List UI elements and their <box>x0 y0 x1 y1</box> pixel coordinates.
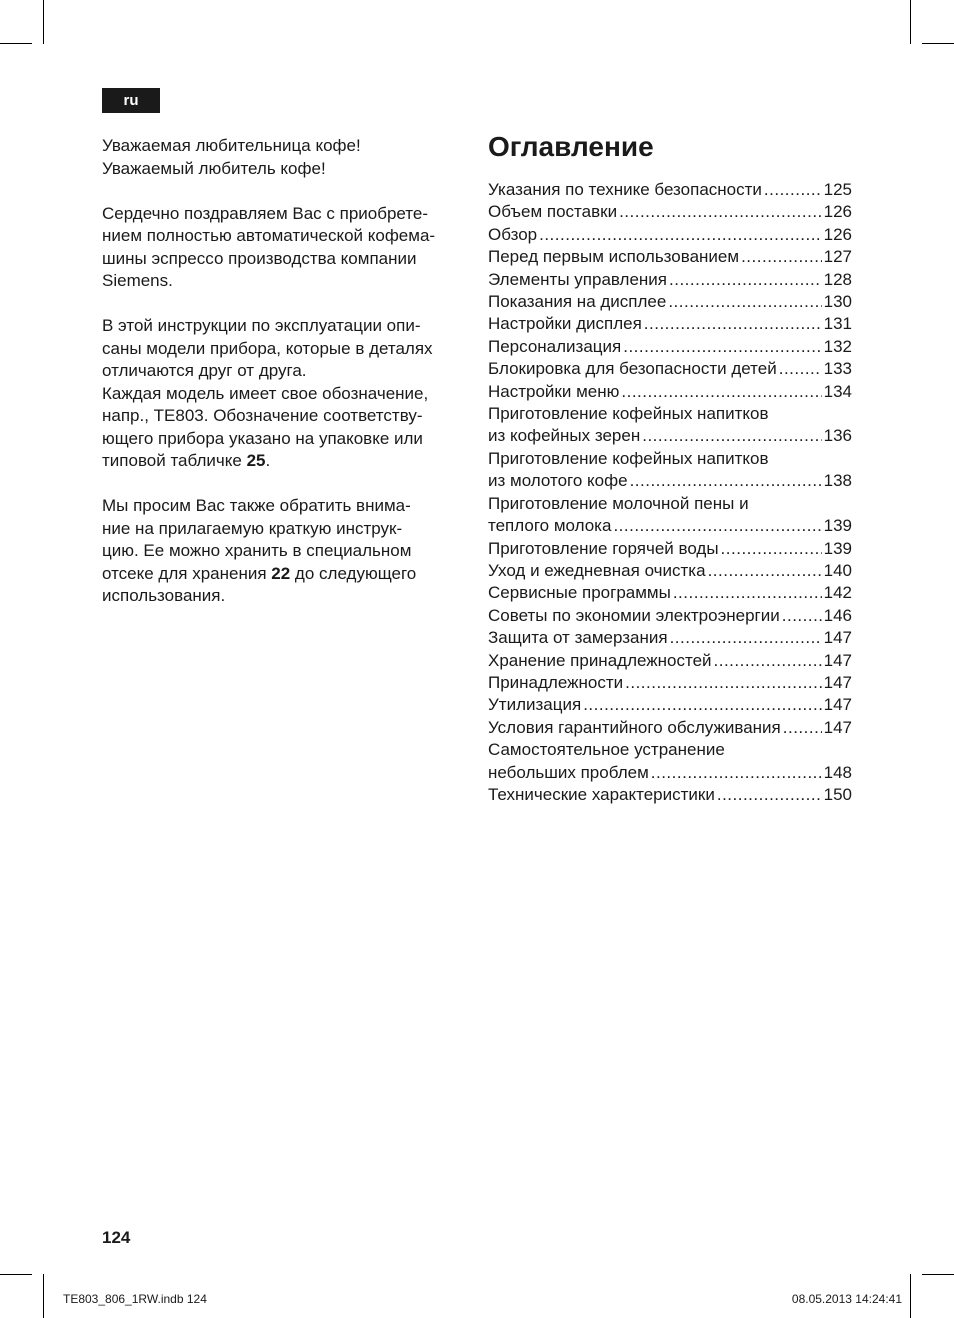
toc-leader-dots <box>644 313 822 335</box>
toc-leader-dots <box>539 224 822 246</box>
toc-entry-page: 136 <box>823 426 852 446</box>
toc-entry-page: 127 <box>823 247 852 267</box>
toc-title: Оглавление <box>488 131 654 162</box>
text-line <box>102 563 464 586</box>
toc-entry-row <box>488 313 852 335</box>
toc-entry-title: из кофейных зерен <box>488 426 641 446</box>
toc-entry[interactable] <box>488 403 852 448</box>
text-line: отличаются друг от друга. <box>102 361 307 380</box>
toc-entry-row <box>488 560 852 582</box>
toc-leader-dots <box>779 358 822 380</box>
text-line <box>102 450 464 473</box>
toc-leader-dots <box>668 291 821 313</box>
toc-leader-dots <box>621 381 821 403</box>
toc-entry-title: Советы по экономии электроэнергии <box>488 605 780 625</box>
text-line: использования. <box>102 586 226 605</box>
toc-entry-title: Защита от замерзания <box>488 628 668 648</box>
toc-entry-title: Показания на дисплее <box>488 292 667 312</box>
crop-mark <box>922 43 954 44</box>
text-line: шины эспрессо производства компании <box>102 248 417 268</box>
toc-entry[interactable] <box>488 560 852 582</box>
language-tab: ru <box>102 88 160 113</box>
toc-entry-page: 139 <box>823 538 852 558</box>
text-fragment: . <box>265 451 271 470</box>
toc-leader-dots <box>714 650 822 672</box>
toc-entry-page: 130 <box>823 292 852 312</box>
toc-entry[interactable] <box>488 179 852 201</box>
crop-mark <box>0 43 32 44</box>
toc-leader-dots <box>669 269 822 291</box>
crop-mark <box>0 1274 32 1275</box>
toc-entry-title: Объем поставки <box>488 202 618 222</box>
intro-text <box>102 135 464 630</box>
toc-leader-dots <box>583 694 821 716</box>
crop-mark <box>43 1274 44 1318</box>
toc-entry-title: Указания по технике безопасности <box>488 180 762 199</box>
toc-entry[interactable] <box>488 784 852 806</box>
toc-entry[interactable] <box>488 694 852 716</box>
toc-entry-page: 147 <box>823 628 852 648</box>
toc-entry-page: 147 <box>823 695 852 715</box>
toc-entry-title: Уход и ежедневная очистка <box>488 560 706 580</box>
toc-entry-row <box>488 201 852 223</box>
toc-entry-row <box>488 336 852 358</box>
table-of-contents <box>488 179 852 806</box>
toc-entry-row <box>488 358 852 380</box>
toc-entry[interactable] <box>488 246 852 268</box>
toc-entry-row <box>488 694 852 716</box>
toc-entry[interactable] <box>488 627 852 649</box>
toc-entry-title: Блокировка для безопасности детей <box>488 359 777 379</box>
crop-mark <box>910 0 911 44</box>
crop-mark <box>43 0 44 44</box>
toc-entry[interactable] <box>488 739 852 784</box>
toc-entry-page: 147 <box>823 672 852 692</box>
storage-compartment-number: 22 <box>271 563 291 583</box>
toc-entry-title-line: Приготовление кофейных напитков <box>488 448 769 468</box>
toc-entry-page: 147 <box>823 717 852 737</box>
toc-entry-title: Утилизация <box>488 695 582 715</box>
designation-paragraph <box>102 383 464 473</box>
text-line: Siemens. <box>102 271 173 290</box>
text-fragment: отсеке для хранения <box>102 563 272 583</box>
text-fragment: до следующего <box>290 563 417 583</box>
toc-entry-title: Обзор <box>488 224 538 244</box>
text-line: Уважаемый любитель кофе! <box>102 158 326 178</box>
text-line: нием полностью автоматической кофема- <box>102 226 436 245</box>
toc-entry-page: 148 <box>823 762 852 782</box>
toc-entry-page: 138 <box>823 471 852 491</box>
toc-entry-page: 140 <box>823 560 852 580</box>
toc-leader-dots <box>625 672 822 694</box>
toc-entry[interactable] <box>488 582 852 604</box>
toc-entry-title: Сервисные программы <box>488 583 671 603</box>
toc-entry[interactable] <box>488 313 852 335</box>
toc-entry-row <box>488 627 852 649</box>
toc-entry-row <box>488 269 852 291</box>
toc-leader-dots <box>741 246 822 268</box>
toc-entry-page: 126 <box>823 224 852 244</box>
toc-entry-title: Приготовление горячей воды <box>488 538 719 558</box>
text-line: ющего прибора указано на упаковке или <box>102 428 423 448</box>
toc-leader-dots <box>670 627 822 649</box>
toc-entry-page: 147 <box>823 650 852 670</box>
toc-leader-dots <box>721 538 822 560</box>
toc-entry-title-line: Самостоятельное устранение <box>488 740 725 760</box>
toc-entry[interactable] <box>488 336 852 358</box>
crop-mark <box>922 1274 954 1275</box>
rating-plate-number: 25 <box>246 451 266 470</box>
toc-entry[interactable] <box>488 291 852 313</box>
toc-entry-title: Персонализация <box>488 336 622 356</box>
toc-leader-dots <box>651 762 822 784</box>
toc-leader-dots <box>717 784 822 806</box>
toc-entry-row <box>488 381 852 403</box>
toc-entry-title: Настройки дисплея <box>488 314 642 334</box>
toc-leader-dots <box>764 179 822 201</box>
toc-entry-page: 128 <box>823 269 852 289</box>
toc-entry-row <box>488 538 852 560</box>
toc-entry-page: 131 <box>823 314 852 334</box>
toc-entry[interactable] <box>488 269 852 291</box>
toc-entry-row <box>488 784 852 806</box>
toc-entry[interactable] <box>488 493 852 538</box>
text-line: Каждая модель имеет свое обозначение, <box>102 383 429 403</box>
toc-entry[interactable] <box>488 672 852 694</box>
toc-entry-page: 139 <box>823 516 852 536</box>
text-line: саны модели прибора, которые в деталях <box>102 338 433 358</box>
congrats-paragraph <box>102 203 464 293</box>
toc-entry-row <box>488 717 852 739</box>
toc-entry-row <box>488 246 852 268</box>
toc-entry-page: 125 <box>823 180 852 199</box>
toc-entry-title: Принадлежности <box>488 672 624 692</box>
toc-entry-page: 150 <box>823 784 852 804</box>
toc-entry-row <box>488 762 852 784</box>
toc-entry-row <box>488 515 852 537</box>
toc-entry[interactable] <box>488 358 852 380</box>
toc-entry-page: 132 <box>823 336 852 356</box>
text-line: В этой инструкции по эксплуатации опи- <box>102 316 421 335</box>
toc-entry[interactable] <box>488 224 852 246</box>
toc-entry-row <box>488 650 852 672</box>
toc-leader-dots <box>783 717 822 739</box>
toc-entry[interactable] <box>488 717 852 739</box>
toc-entry-title: теплого молока <box>488 516 612 536</box>
toc-entry-title: Хранение принадлежностей <box>488 650 712 670</box>
toc-entry[interactable] <box>488 538 852 560</box>
toc-entry-row <box>488 224 852 246</box>
crop-mark <box>910 1274 911 1318</box>
toc-leader-dots <box>708 560 822 582</box>
greeting-paragraph <box>102 135 464 180</box>
text-line: Уважаемая любительница кофе! <box>102 136 361 155</box>
toc-entry-title: Элементы управления <box>488 269 668 289</box>
toc-entry[interactable] <box>488 381 852 403</box>
toc-leader-dots <box>613 515 821 537</box>
text-line: цию. Ее можно хранить в специальном <box>102 541 412 560</box>
toc-entry-title: Условия гарантийного обслуживания <box>488 717 781 737</box>
toc-leader-dots <box>630 470 822 492</box>
toc-entry-row <box>488 179 852 201</box>
toc-entry-page: 126 <box>823 202 852 222</box>
text-line: напр., TE803. Обозначение соответству- <box>102 406 423 425</box>
toc-entry[interactable] <box>488 650 852 672</box>
toc-entry-title-line: Приготовление молочной пены и <box>488 493 749 513</box>
text-line: ние на прилагаемую краткую инструк- <box>102 518 403 538</box>
toc-entry[interactable] <box>488 201 852 223</box>
toc-leader-dots <box>673 582 822 604</box>
toc-entry-title: Технические характеристики <box>488 784 715 804</box>
toc-entry-row <box>488 672 852 694</box>
toc-entry-title-line: Приготовление кофейных напитков <box>488 404 769 424</box>
text-line: Сердечно поздравляем Вас с приобрете- <box>102 203 429 223</box>
toc-entry-page: 142 <box>823 583 852 603</box>
footer-datetime: 08.05.2013 14:24:41 <box>791 1292 902 1306</box>
toc-entry-row <box>488 425 852 447</box>
toc-entry-page: 134 <box>823 381 852 401</box>
text-fragment: типовой табличке <box>102 451 247 470</box>
toc-entry-row <box>488 605 852 627</box>
toc-entry[interactable] <box>488 605 852 627</box>
request-paragraph <box>102 495 464 608</box>
toc-leader-dots <box>619 201 822 223</box>
toc-entry-page: 133 <box>823 359 852 379</box>
toc-entry-page: 146 <box>823 605 852 625</box>
toc-leader-dots <box>623 336 821 358</box>
footer-file-info: TE803_806_1RW.indb 124 <box>63 1292 207 1306</box>
toc-entry-row <box>488 291 852 313</box>
toc-entry-title: из молотого кофе <box>488 471 628 491</box>
toc-leader-dots <box>642 425 821 447</box>
toc-leader-dots <box>782 605 822 627</box>
toc-entry-title: Перед первым использованием <box>488 247 740 267</box>
models-paragraph <box>102 315 464 383</box>
toc-entry-title: Настройки меню <box>488 381 620 401</box>
toc-entry-title: небольших проблем <box>488 762 649 782</box>
page-number: 124 <box>102 1228 131 1247</box>
text-line: Мы просим Вас также обратить внима- <box>102 496 411 515</box>
toc-entry[interactable] <box>488 448 852 493</box>
toc-entry-row <box>488 470 852 492</box>
toc-entry-row <box>488 582 852 604</box>
